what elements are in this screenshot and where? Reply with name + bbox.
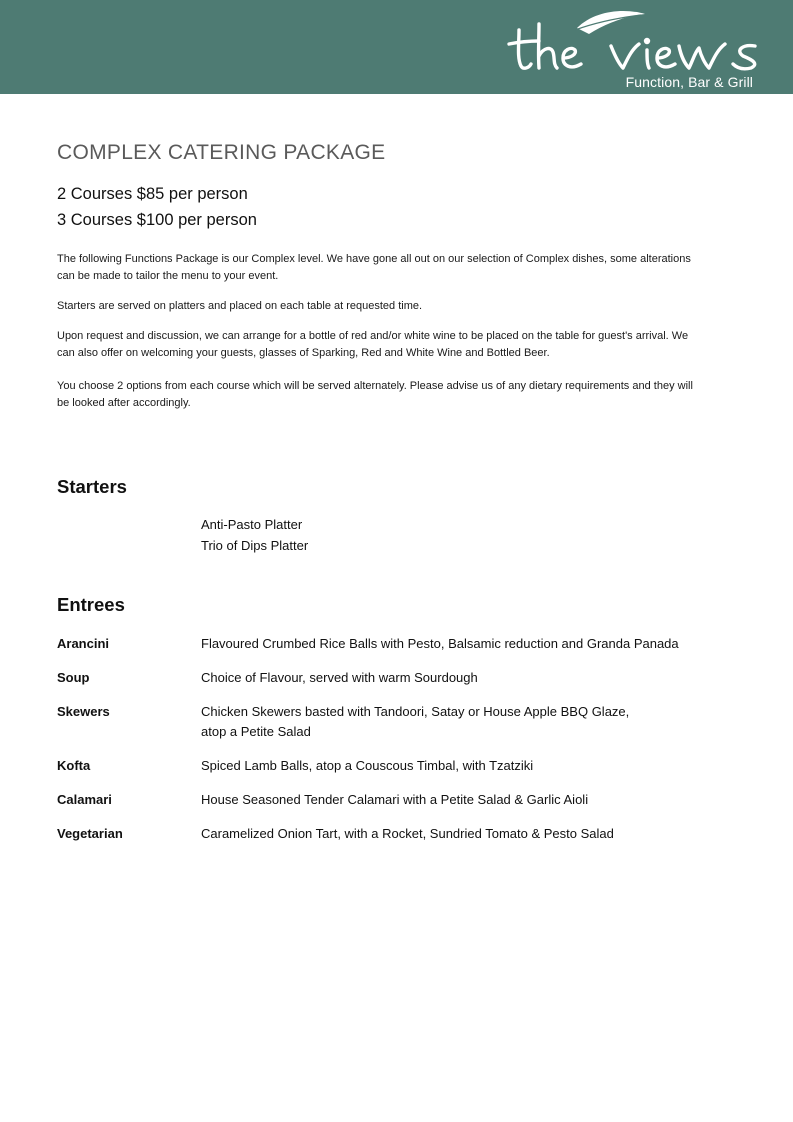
starter-item: Anti-Pasto Platter — [201, 517, 303, 532]
dish-name: Calamari — [57, 792, 112, 807]
header-band — [0, 0, 793, 94]
starters-heading: Starters — [57, 476, 127, 497]
price-three-courses: 3 Courses $100 per person — [57, 211, 257, 229]
dish-name: Vegetarian — [57, 826, 123, 841]
dish-name: Kofta — [57, 758, 91, 773]
price-two-courses: 2 Courses $85 per person — [57, 185, 248, 203]
dish-description: Chicken Skewers basted with Tandoori, Satay or House Apple BBQ Glaze, — [201, 704, 630, 719]
dish-description: Spiced Lamb Balls, atop a Couscous Timbal, with Tzatziki — [201, 758, 534, 773]
dish-description-line2: atop a Petite Salad — [201, 724, 311, 739]
options-paragraph: You choose 2 options from each course which will be served alternately. Please advise us of any dietary requirements and they will be looked after accordingly. — [57, 380, 693, 409]
wine-paragraph: Upon request and discussion, we can arrange for a bottle of red and/or white wine to be placed on the table for guest's arrival. We can also offer on welcoming your guests, glasses of Sparking, Red and White Wine and Bottled Beer. — [57, 330, 689, 359]
entrees-heading: Entrees — [57, 594, 125, 615]
logo-script-and-leaf-icon — [505, 8, 775, 78]
page-title: COMPLEX CATERING PACKAGE — [57, 141, 386, 164]
starters-service-paragraph: Starters are served on platters and placed on each table at requested time. — [57, 300, 423, 312]
intro-paragraph: The following Functions Package is our Complex level. We have gone all out on our selection of Complex dishes, some alterations can be made to tailor the menu to your event. — [57, 253, 691, 282]
dish-description: House Seasoned Tender Calamari with a Petite Salad & Garlic Aioli — [201, 792, 589, 807]
dish-name: Arancini — [57, 636, 110, 651]
dish-description: Flavoured Crumbed Rice Balls with Pesto, Balsamic reduction and Granda Panada — [201, 636, 679, 651]
dish-name: Soup — [57, 670, 90, 685]
logo-subtitle: Function, Bar & Grill — [625, 74, 753, 90]
dish-description: Caramelized Onion Tart, with a Rocket, Sundried Tomato & Pesto Salad — [201, 826, 614, 841]
starter-item: Trio of Dips Platter — [201, 538, 309, 553]
dish-name: Skewers — [57, 704, 110, 719]
dish-description: Choice of Flavour, served with warm Sourdough — [201, 670, 478, 685]
